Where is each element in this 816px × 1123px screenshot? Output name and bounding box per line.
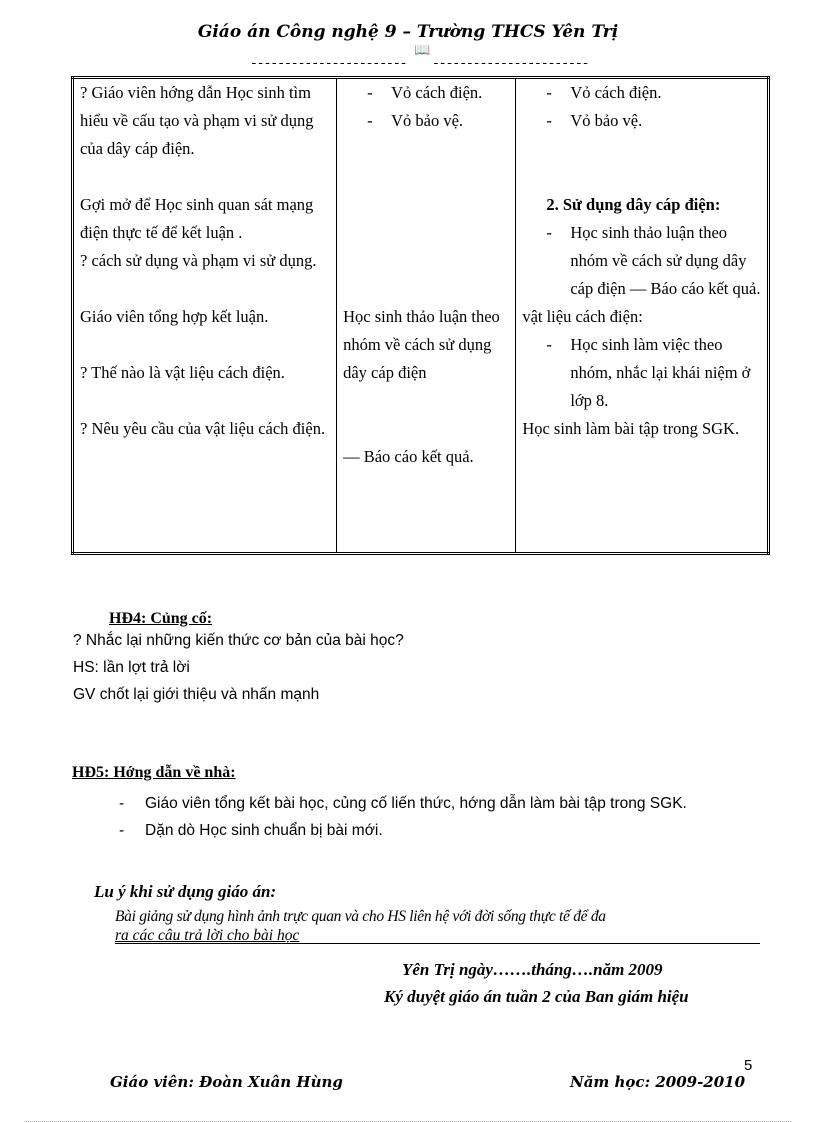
header-dashes-right: ----------------------- [432, 56, 589, 71]
signature-date: Yên Trị ngày…….tháng….năm 2009 [402, 960, 663, 979]
list-item: - Học sinh làm việc theo nhóm, nhắc lại khái niệm ở lớp 8. [522, 331, 761, 415]
table-cell-text: ? cách sử dụng và phạm vi sử dụng. [80, 251, 317, 270]
dash-bullet: - [119, 822, 125, 839]
hd4-line: HS: lần lợt trả lời [73, 659, 190, 676]
hd4-line: ? Nhắc lại những kiến thức cơ bản của bài học? [73, 632, 404, 649]
hd4-title: HĐ4: Củng cố: [109, 610, 213, 627]
hd5-title: HĐ5: Hớng dẫn về nhà: [72, 764, 236, 781]
header-dashes-left: ----------------------- [250, 56, 407, 71]
note-line: ra các câu trả lời cho bài học [115, 927, 300, 944]
table-cell-text: Giáo viên tổng hợp kết luận. [80, 307, 269, 326]
hd5-item: Dặn dò Học sinh chuẩn bị bài mới. [145, 822, 383, 839]
dash-bullet: - [119, 795, 125, 812]
list-item: - Vỏ bảo vệ. [522, 107, 761, 135]
table-cell-text: Gợi mở để Học sinh quan sát mạng điện thực tế để kết luận . [80, 195, 314, 242]
list-item: - Vỏ cách điện. [522, 79, 761, 107]
teacher-activity-column [73, 78, 337, 554]
divider [115, 943, 760, 944]
footer-school-year: Năm học: 2009-2010 [570, 1073, 746, 1091]
page-header-title: Giáo án Công nghệ 9 – Trường THCS Yên Trị [197, 22, 619, 42]
page-number: 5 [744, 1057, 753, 1074]
list-item: - Vỏ bảo vệ. [343, 107, 509, 135]
content-column [516, 78, 769, 554]
student-activity-column [337, 78, 516, 554]
footer-teacher: Giáo viên: Đoàn Xuân Hùng [110, 1073, 343, 1091]
lesson-table [71, 76, 770, 555]
note-line: Bài giảng sử dụng hình ảnh trực quan và cho HS liên hệ với đời sống thực tế để đa [115, 908, 606, 925]
table-cell-text: vật liệu cách điện: [522, 307, 643, 326]
list-item: - Học sinh thảo luận theo nhóm về cách sử dụng dây cáp điện — Báo cáo kết quả. [522, 219, 761, 303]
hd4-line: GV chốt lại giới thiệu và nhấn mạnh [73, 686, 320, 703]
book-icon: 📖 [414, 42, 431, 57]
table-cell-text: ? Nêu yêu cầu của vật liệu cách điện. [80, 419, 326, 438]
table-cell-text: Học sinh làm bài tập trong SGK. [522, 419, 740, 438]
note-title: Lu ý khi sử dụng giáo án: [94, 882, 277, 901]
table-cell-text: ? Thế nào là vật liệu cách điện. [80, 363, 285, 382]
signature-approval: Ký duyệt giáo án tuần 2 của Ban giám hiệu [384, 987, 689, 1006]
table-cell-text: Học sinh thảo luận theo nhóm về cách sử dụng dây cáp điện [343, 307, 500, 382]
table-cell-text: — Báo cáo kết quả. [343, 447, 474, 466]
page-border [25, 1121, 791, 1122]
list-item: - Vỏ cách điện. [343, 79, 509, 107]
section-heading: 2. Sử dụng dây cáp điện: [546, 195, 721, 214]
table-cell-text: ? Giáo viên hớng dẫn Học sinh tìm hiểu về cấu tạo và phạm vi sử dụng của dây cáp điện. [80, 83, 314, 158]
hd5-item: Giáo viên tổng kết bài học, củng cố liến thức, hớng dẫn làm bài tập trong SGK. [145, 795, 687, 812]
